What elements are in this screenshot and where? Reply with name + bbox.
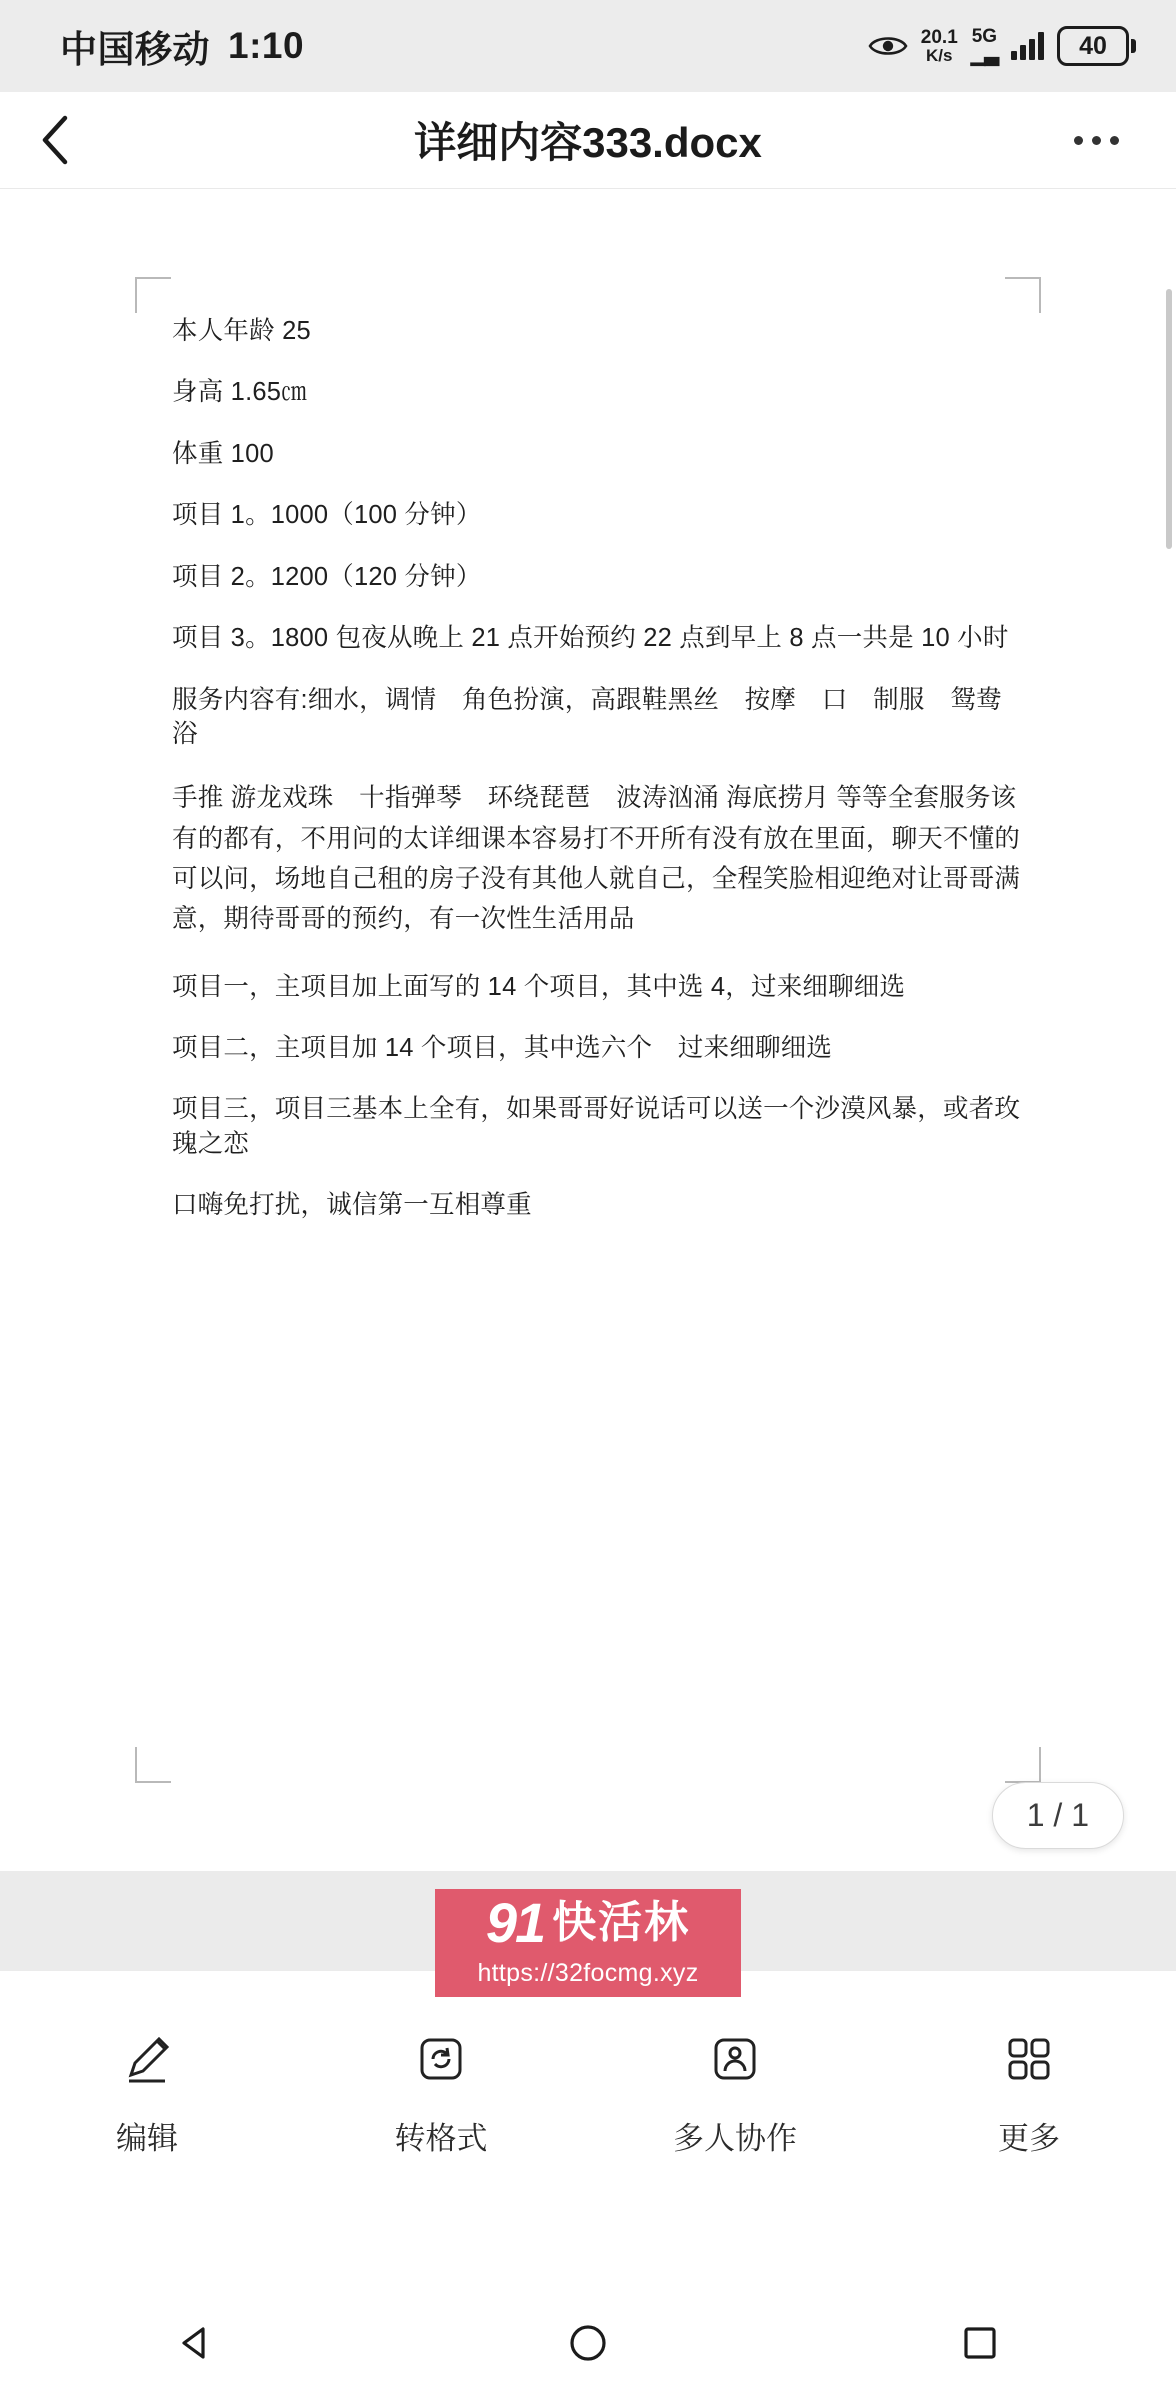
more-options-icon: [1074, 136, 1083, 145]
document-paragraph: 服务内容有:细水，调情 角色扮演，高跟鞋黑丝 按摩 口 制服 鸳鸯浴: [172, 685, 1002, 748]
edit-pencil-icon: [119, 2029, 175, 2089]
document-scrollbar[interactable]: [1166, 289, 1172, 549]
nav-recents-button[interactable]: [920, 2290, 1040, 2400]
document-paragraph: 项目三，项目三基本上全有，如果哥哥好说话可以送一个沙漠风暴，或者玫瑰之恋: [172, 1095, 1021, 1158]
status-bar-right: [868, 26, 1136, 66]
nav-recents-square-icon: [960, 2323, 1000, 2368]
network-speed-value: 20.1: [920, 27, 958, 48]
document-page: [0, 189, 1176, 1871]
toolbar-item-convert-format[interactable]: [294, 2029, 588, 2158]
toolbar-item-label: 编辑: [116, 2121, 178, 2156]
clock-label: 1:10: [228, 25, 305, 66]
eye-comfort-icon: [868, 33, 908, 59]
toolbar-item-collaboration[interactable]: [588, 2029, 882, 2158]
bottom-toolbar: [0, 1971, 1176, 2207]
watermark-title-row: [435, 1889, 741, 1955]
network-type-label: [971, 27, 998, 65]
document-text: [172, 314, 1026, 1250]
battery-cap: [1131, 39, 1136, 53]
nav-home-button[interactable]: [528, 2290, 648, 2400]
status-bar-left: [60, 19, 304, 73]
page-corner-mark-top-left: [135, 277, 171, 313]
nav-home-circle-icon: [566, 2321, 610, 2370]
collaboration-icon: [707, 2029, 763, 2089]
page-corner-mark-top-right: [1005, 277, 1041, 313]
more-options-icon-dot2: [1092, 136, 1101, 145]
watermark-text: 快活林: [552, 1898, 691, 1947]
watermark-band: [0, 1871, 1176, 1987]
back-button[interactable]: [0, 92, 110, 188]
document-paragraph: 项目 3。1800 包夜从晚上 21 点开始预约 22 点到早上 8 点一共是 10 小时: [172, 624, 1009, 653]
more-options-button[interactable]: [1046, 92, 1146, 188]
document-paragraph: 身高 1.65㎝: [172, 378, 307, 407]
page-corner-mark-bottom-right: [1005, 1747, 1041, 1783]
app-bar: [0, 92, 1176, 189]
watermark: [435, 1889, 741, 1997]
document-paragraph: 手推 游龙戏珠 十指弹琴 环绕琵琶 波涛汹涌 海底捞月 等等全套服务该有的都有，不用问的太详细课本容易打不开所有没有放在里面，聊天不懂的可以问，场地自己租的房子没有其他人就自己，全程笑脸相迎绝对让哥哥满意，期待哥哥的预约，有一次性生活用品: [172, 784, 1021, 934]
carrier-label: 中国移动: [60, 29, 210, 70]
nav-back-triangle-icon: [176, 2323, 216, 2368]
page-title: 详细内容333.docx: [414, 119, 762, 166]
watermark-number: 91: [485, 1891, 545, 1954]
document-viewer[interactable]: [0, 189, 1176, 1871]
document-paragraph: 项目一，主项目加上面写的 14 个项目，其中选 4，过来细聊细选: [172, 972, 906, 1001]
page-indicator: 1 / 1: [992, 1782, 1124, 1849]
toolbar-item-label: 多人协作: [673, 2121, 797, 2156]
document-paragraph: 项目 2。1200（120 分钟）: [172, 562, 482, 591]
more-options-icon-dot3: [1110, 136, 1119, 145]
document-paragraph: 项目 1。1000（100 分钟）: [172, 501, 482, 530]
toolbar-item-more[interactable]: [882, 2029, 1176, 2158]
toolbar-item-edit[interactable]: [0, 2029, 294, 2158]
system-nav-bar: [0, 2290, 1176, 2400]
document-paragraph: 口嗨免打扰，诚信第一互相尊重: [172, 1191, 532, 1220]
back-chevron-icon: [38, 113, 72, 167]
nav-back-button[interactable]: [136, 2290, 256, 2400]
network-speed-indicator: [921, 28, 958, 64]
status-bar: [0, 0, 1176, 92]
document-paragraph: 本人年龄 25: [172, 317, 311, 345]
watermark-url: https://32focmg.xyz: [435, 1955, 741, 1997]
network-speed-unit: K/s: [926, 46, 953, 65]
network-type-text: 5G: [971, 26, 998, 47]
network-type-sub: ▁▃: [970, 45, 998, 66]
convert-format-icon: [413, 2029, 469, 2089]
document-paragraph: 体重 100: [172, 439, 274, 468]
page-corner-mark-bottom-left: [135, 1747, 171, 1783]
more-grid-icon: [1001, 2029, 1057, 2089]
toolbar-item-label: 转格式: [394, 2121, 488, 2156]
signal-bars-icon: [1011, 32, 1044, 60]
document-paragraph: 项目二，主项目加 14 个项目，其中选六个 过来细聊细选: [172, 1033, 833, 1062]
toolbar-item-label: 更多: [998, 2121, 1060, 2156]
battery-indicator: [1057, 26, 1136, 66]
battery-level-label: 40: [1057, 26, 1129, 66]
